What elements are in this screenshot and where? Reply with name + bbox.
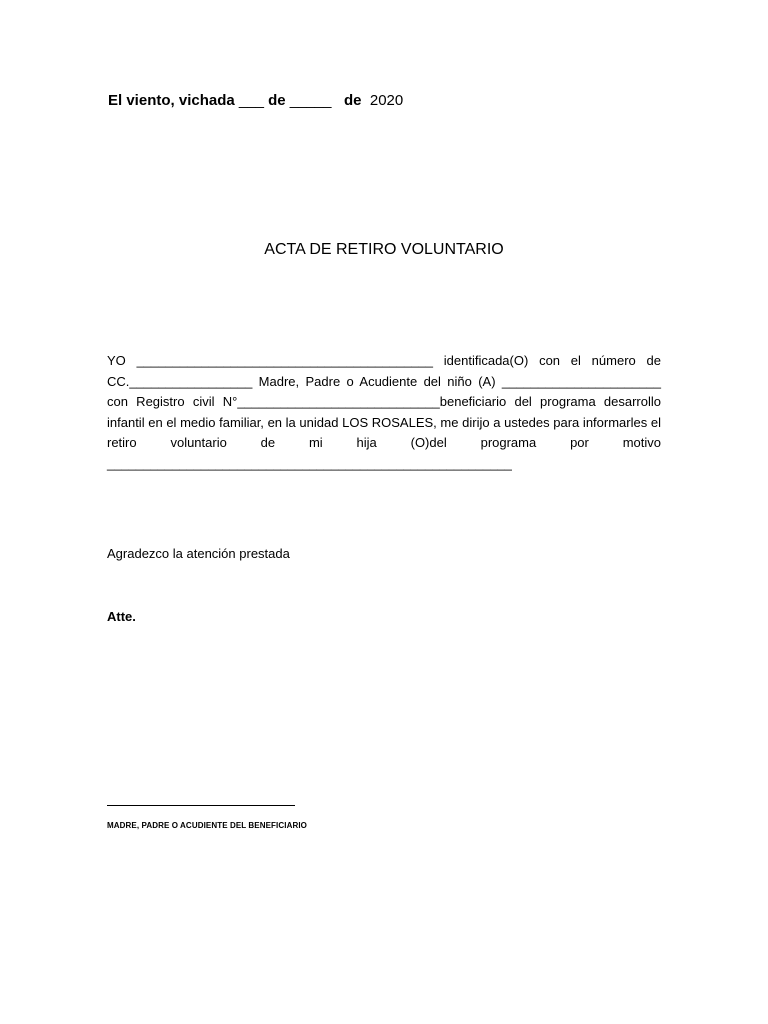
child-blank: ______________________ [501, 373, 661, 389]
body-text-3: con Registro civil N° [107, 394, 238, 409]
de-text-2: de [344, 92, 362, 109]
document-title: ACTA DE RETIRO VOLUNTARIO [264, 241, 504, 258]
signature-label: MADRE, PADRE O ACUDIENTE DEL BENEFICIARIO [107, 821, 307, 830]
date-line [108, 92, 403, 109]
body-text-2: Madre, Padre o Acudiente del niño (A) [258, 373, 496, 389]
signature-line [107, 805, 295, 806]
place-text: El viento, vichada [108, 92, 235, 109]
yo-text: YO [107, 353, 126, 368]
body-text-1: identificada(O) con el número de CC. [107, 353, 661, 389]
day-blank: ___ [238, 92, 264, 109]
name-blank: _________________________________________ [136, 353, 433, 368]
cc-blank: _________________ [129, 373, 253, 389]
signoff-text: Atte. [107, 609, 136, 624]
year-text: 2020 [369, 92, 404, 109]
closing-text: Agradezco la atención prestada [107, 546, 290, 561]
registry-blank: ____________________________ [237, 394, 440, 409]
reason-blank: ________________________________________________________ [107, 455, 512, 471]
de-text-1: de [268, 92, 286, 109]
body-text-4: beneficiario del programa desarrollo infantil en el medio familiar, en la unidad LOS ROSALES, me dirijo a ustedes para informarles el retiro voluntario de mi hija (O)del programa por motivo [107, 394, 662, 450]
month-blank: _____ [289, 92, 332, 109]
body-paragraph [107, 351, 661, 474]
